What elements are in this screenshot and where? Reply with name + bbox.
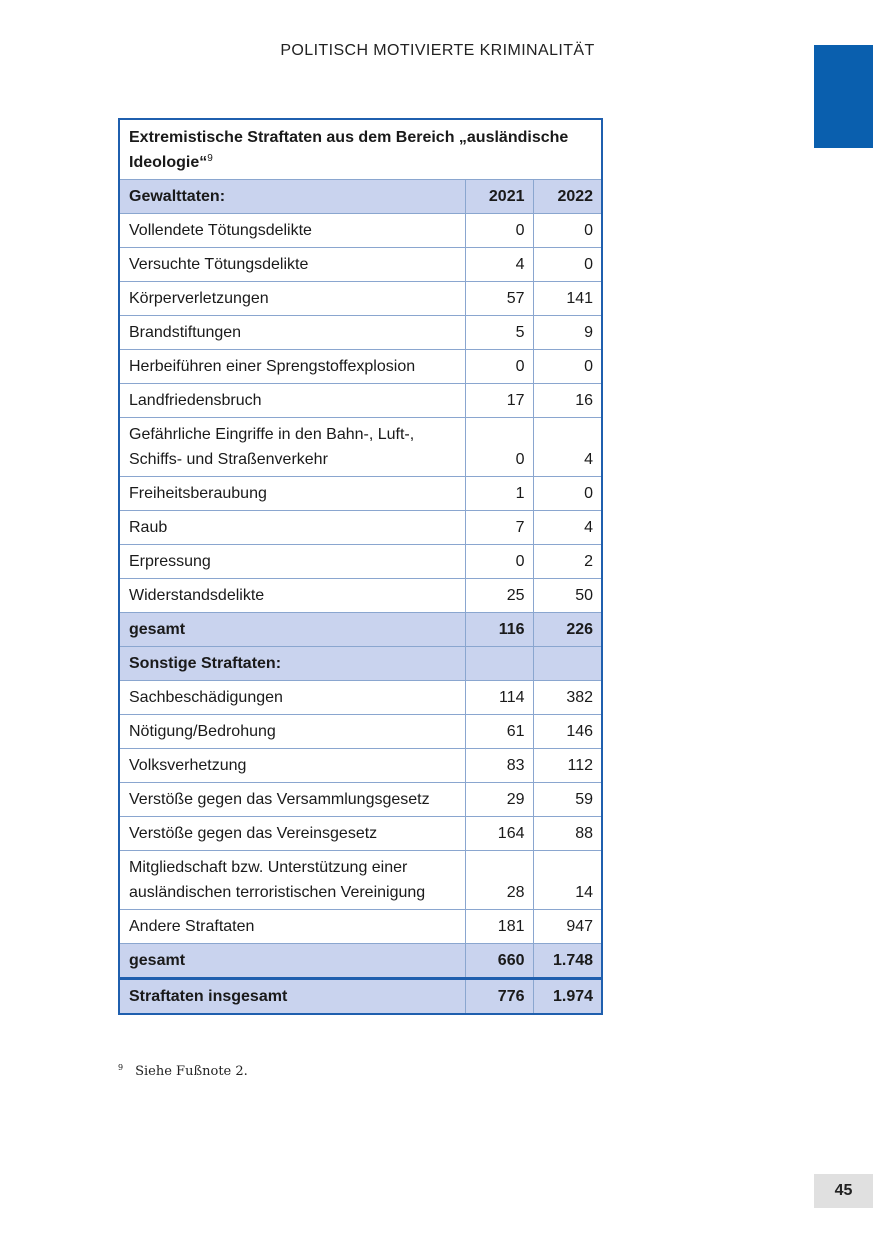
row-label: gesamt (119, 944, 465, 979)
value-2022: 88 (533, 817, 602, 851)
value-2021: 116 (465, 613, 533, 647)
table-title (119, 119, 602, 180)
row-label: Versuchte Tötungsdelikte (119, 248, 465, 282)
subtotal-row-violent (119, 613, 602, 647)
footnote (118, 1063, 248, 1079)
row-label: Brandstiftungen (119, 316, 465, 350)
value-2022: 382 (533, 681, 602, 715)
value-2022: 226 (533, 613, 602, 647)
value-2021: 29 (465, 783, 533, 817)
row-label: Nötigung/Bedrohung (119, 715, 465, 749)
row-label (119, 418, 465, 477)
value-2021: 17 (465, 384, 533, 418)
table-row (119, 384, 602, 418)
row-label-line: Schiffs- und Straßenverkehr (129, 451, 328, 468)
table-row (119, 248, 602, 282)
row-label: Erpressung (119, 545, 465, 579)
value-2021: 5 (465, 316, 533, 350)
value-2021: 0 (465, 418, 533, 477)
footnote-text: Siehe Fußnote 2. (135, 1064, 248, 1079)
value-2021: 181 (465, 910, 533, 944)
row-label-line: Mitgliedschaft bzw. Unterstützung einer (129, 859, 408, 876)
table-row (119, 282, 602, 316)
table-row (119, 817, 602, 851)
table-row (119, 783, 602, 817)
value-2021: 114 (465, 681, 533, 715)
row-label: Verstöße gegen das Vereinsgesetz (119, 817, 465, 851)
value-2022: 9 (533, 316, 602, 350)
value-2022: 14 (533, 851, 602, 910)
section-header-other (119, 647, 602, 681)
value-2022: 0 (533, 350, 602, 384)
value-2022: 0 (533, 248, 602, 282)
row-label: Straftaten insgesamt (119, 979, 465, 1015)
row-label: Raub (119, 511, 465, 545)
value-2022: 146 (533, 715, 602, 749)
value-2022: 0 (533, 477, 602, 511)
value-2021: 83 (465, 749, 533, 783)
table-row (119, 511, 602, 545)
subtotal-row-other (119, 944, 602, 979)
value-2021: 0 (465, 214, 533, 248)
value-2021: 57 (465, 282, 533, 316)
table-row (119, 477, 602, 511)
row-label: Freiheitsberaubung (119, 477, 465, 511)
empty-cell (465, 647, 533, 681)
footnote-number: 9 (118, 1063, 124, 1072)
value-2022: 2 (533, 545, 602, 579)
value-2022: 1.974 (533, 979, 602, 1015)
value-2022: 4 (533, 511, 602, 545)
value-2021: 7 (465, 511, 533, 545)
row-label: Sachbeschädigungen (119, 681, 465, 715)
table-title-text: Extremistische Straftaten aus dem Bereich „ausländische Ideologie“ (129, 129, 569, 171)
value-2022: 112 (533, 749, 602, 783)
table-row (119, 749, 602, 783)
value-2022: 16 (533, 384, 602, 418)
row-label: Herbeiführen einer Sprengstoffexplosion (119, 350, 465, 384)
statistics-table (118, 118, 603, 1015)
row-label (119, 851, 465, 910)
running-header: POLITISCH MOTIVIERTE KRIMINALITÄT (280, 42, 595, 59)
value-2022: 59 (533, 783, 602, 817)
table-title-row (119, 119, 602, 180)
table-row (119, 214, 602, 248)
table-row (119, 579, 602, 613)
table-row (119, 681, 602, 715)
value-2021: 0 (465, 545, 533, 579)
value-2021: 776 (465, 979, 533, 1015)
table-row (119, 316, 602, 350)
year-header: 2021 (465, 180, 533, 214)
footnote-ref: 9 (207, 153, 213, 164)
empty-cell (533, 647, 602, 681)
row-label: Vollendete Tötungsdelikte (119, 214, 465, 248)
value-2021: 28 (465, 851, 533, 910)
row-label: Verstöße gegen das Versammlungsgesetz (119, 783, 465, 817)
page-number: 45 (814, 1174, 873, 1208)
value-2021: 1 (465, 477, 533, 511)
row-label: Andere Straftaten (119, 910, 465, 944)
table-row (119, 715, 602, 749)
table-row (119, 851, 602, 910)
table-row (119, 418, 602, 477)
value-2021: 0 (465, 350, 533, 384)
value-2022: 4 (533, 418, 602, 477)
row-label: Volksverhetzung (119, 749, 465, 783)
value-2021: 660 (465, 944, 533, 979)
value-2022: 50 (533, 579, 602, 613)
value-2021: 25 (465, 579, 533, 613)
value-2021: 4 (465, 248, 533, 282)
row-label-line: Gefährliche Eingriffe in den Bahn-, Luft-, (129, 426, 415, 443)
row-label-line: ausländischen terroristischen Vereinigung (129, 884, 426, 901)
value-2021: 164 (465, 817, 533, 851)
row-label: gesamt (119, 613, 465, 647)
table-row (119, 545, 602, 579)
value-2021: 61 (465, 715, 533, 749)
year-header: 2022 (533, 180, 602, 214)
value-2022: 1.748 (533, 944, 602, 979)
row-label: Körperverletzungen (119, 282, 465, 316)
value-2022: 947 (533, 910, 602, 944)
row-label: Landfriedensbruch (119, 384, 465, 418)
section-label: Gewalttaten: (119, 180, 465, 214)
section-label: Sonstige Straftaten: (119, 647, 465, 681)
table-row (119, 350, 602, 384)
section-header-violent (119, 180, 602, 214)
row-label: Widerstandsdelikte (119, 579, 465, 613)
value-2022: 0 (533, 214, 602, 248)
grand-total-row (119, 979, 602, 1015)
table-row (119, 910, 602, 944)
value-2022: 141 (533, 282, 602, 316)
chapter-tab-marker (814, 45, 873, 148)
